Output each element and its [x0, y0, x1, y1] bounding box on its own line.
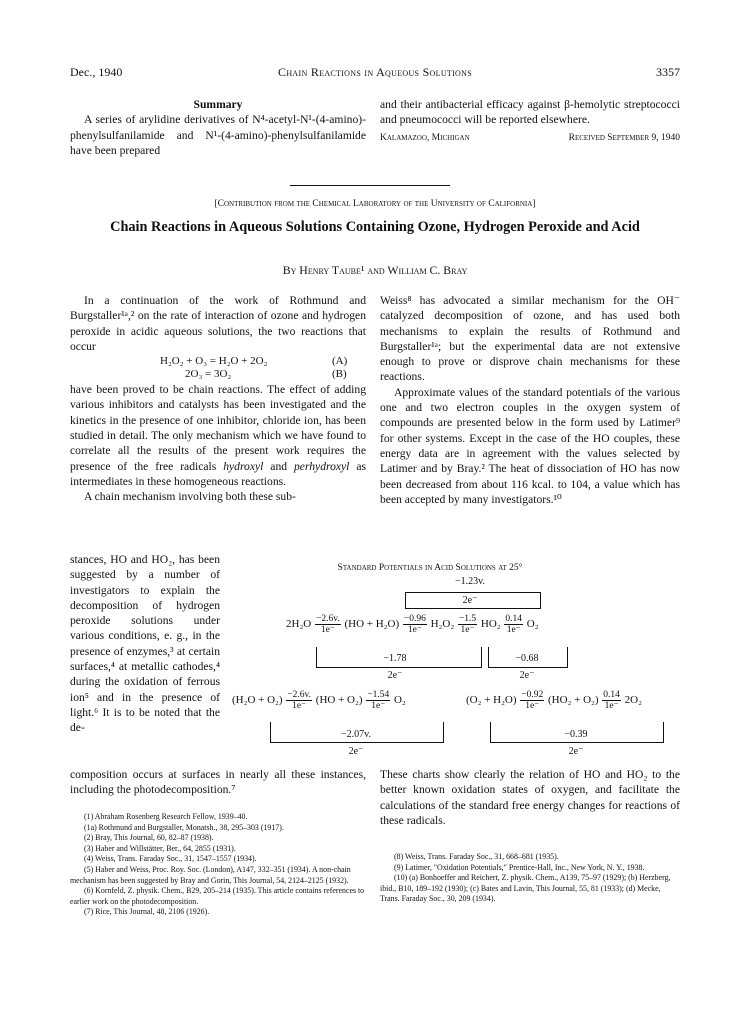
equation-b-label: (B)	[332, 368, 347, 381]
chart2-step-0-electrons: 1e⁻	[292, 701, 307, 711]
left-paragraph-2-end: as intermediates in these homogeneous reactions.	[70, 459, 366, 488]
chart2-species-2: O₂	[393, 694, 406, 707]
chart2-step-1-electrons: 1e⁻	[371, 701, 386, 711]
left-paragraph-2-and: and	[263, 459, 294, 473]
potentials-heading: Standard Potentials in Acid Solutions at 25°	[337, 563, 523, 573]
chart1-step-3-electrons: 1e⁻	[506, 625, 521, 635]
chart3-species-1: (HO₂ + O₂)	[548, 694, 599, 707]
section-divider	[290, 185, 450, 186]
chart2-bottom-electrons: 2e⁻	[348, 746, 364, 757]
chart2-step-0	[286, 690, 312, 711]
chart3-bottom-value: −0.39	[564, 729, 588, 740]
footnote-10: (10) (a) Bonhoeffer and Reichert, Z. physik. Chem., A139, 75–97 (1929); (b) Herzberg, ibid., B10, 189–192 (1930); (c) Bates and Lavin, This Journal, 55, 81 (1933); (d) Mecke, Trans. Faraday Soc., 30, 209 (1934).	[380, 873, 671, 904]
footnote-4: (4) Weiss, Trans. Faraday Soc., 31, 1547–1557 (1934).	[84, 854, 257, 864]
left-paragraph-3-first: A chain mechanism involving both these sub-	[84, 490, 296, 504]
contribution-line: [Contribution from the Chemical Laboratory of the University of California]	[214, 199, 536, 209]
chart1-bottom-right-electrons: 2e⁻	[519, 670, 535, 681]
chart2-step-1-value: −1.54	[367, 690, 390, 700]
chart3-step-1-electrons: 1e⁻	[604, 701, 619, 711]
equation-b: 2O₃ = 3O₂	[185, 368, 232, 381]
right-paragraph-2: Approximate values of the standard potentials of the various one and two electron couples in the oxygen system of compounds are presented below in the form used by Latimer⁹ for other systems. Except in the case of the HO couples, these energy data are in agreement with the values selected by Latimer and by Bray.² The heat of dissociation of HO has now been decreased from about 116 kcal. to 104, a value which has been accepted by many investigators.¹⁰	[380, 385, 680, 506]
chart1-step-3-value: 0.14	[505, 614, 523, 624]
chart1-top-bracket-line	[405, 608, 540, 609]
chart3-chain	[466, 690, 642, 711]
footnote-2: (2) Bray, This Journal, 60, 82–87 (1938).	[84, 833, 214, 843]
chart1-step-0-value: −2.6v.	[315, 614, 340, 624]
summary-heading: Summary	[193, 98, 243, 111]
chart3-bottom-electrons: 2e⁻	[568, 746, 584, 757]
chart1-species-2: H₂O₂	[430, 618, 455, 631]
footnote-1a: (1a) Rothmund and Burgstaller, Monatsh., 38, 295–303 (1917).	[84, 822, 284, 832]
chart1-step-2	[458, 614, 477, 635]
footnote-8: (8) Weiss, Trans. Faraday Soc., 31, 668–681 (1935).	[394, 852, 559, 861]
header-page-number: 3357	[656, 65, 680, 79]
chart1-bottom-left-value: −1.78	[383, 653, 407, 664]
summary-continuation: and their antibacterial efficacy against β-hemolytic streptococci and pneumococci will be reported elsewhere.	[380, 98, 680, 127]
chart2-step-0-value: −2.6v.	[287, 690, 312, 700]
left-paragraph-3-tail: composition occurs at surfaces in nearly all these instances, including the photodecomposition.⁷	[70, 768, 366, 797]
chart1-top-value: −1.23v.	[455, 576, 485, 587]
chart3-step-0-electrons: 1e⁻	[525, 701, 540, 711]
article-title: Chain Reactions in Aqueous Solutions Containing Ozone, Hydrogen Peroxide and Acid	[110, 219, 640, 235]
left-paragraph-2-text: have been proved to be chain reactions. The effect of adding various inhibitors and catalysts has been investigated and the kinetics in the presence of one inhibitor, chloride ion, has been studied in detail. The only mechanism which we have found to correlate all the results of the present work requires the presence of the free radicals	[70, 383, 366, 473]
chart2-bottom-value: −2.07v.	[341, 729, 371, 740]
chart1-step-3	[504, 614, 523, 635]
summary-received: Received September 9, 1940	[568, 132, 680, 143]
left-paragraph-2	[70, 382, 366, 489]
chart1-step-0-electrons: 1e⁻	[320, 625, 335, 635]
equation-a-label: (A)	[332, 355, 348, 368]
header-running-title: Chain Reactions in Aqueous Solutions	[278, 65, 472, 79]
footnote-6: (6) Kornfeld, Z. physik. Chem., B29, 205–214 (1935). This article contains references to earlier work on the photodecomposition.	[70, 886, 365, 906]
chart1-step-2-electrons: 1e⁻	[460, 625, 475, 635]
header-date: Dec., 1940	[70, 65, 123, 79]
chart1-top-electrons: 2e⁻	[462, 595, 478, 606]
running-header	[70, 65, 680, 83]
chart1-species-4: O₂	[526, 618, 539, 631]
chart3-species-2: 2O₂	[624, 694, 642, 707]
footnote-3: (3) Haber and Willstätter, Ber., 64, 2855 (1931).	[84, 843, 236, 853]
byline: By Henry Taube¹ and William C. Bray	[282, 263, 468, 277]
term-perhydroxyl: perhydroxyl	[294, 459, 350, 473]
chart1-species-0: 2H₂O	[286, 618, 312, 631]
chart3-step-0	[520, 690, 544, 711]
chart2-chain	[232, 690, 406, 711]
chart3-step-0-value: −0.92	[521, 690, 544, 700]
chart2-species-0: (H₂O + O₂)	[232, 694, 283, 707]
right-column	[380, 293, 680, 507]
chart1-step-1	[403, 614, 427, 635]
right-paragraph-3: These charts show clearly the relation of HO and HO₂ to the better known oxidation states of oxygen, and facilitate the calculations of the standard free energy changes for reactions of these radicals.	[380, 768, 680, 827]
chart3-step-1-value: 0.14	[603, 690, 620, 700]
chart1-bottom-left-electrons: 2e⁻	[387, 670, 403, 681]
chart2-step-1	[366, 690, 390, 711]
left-paragraph-1: In a continuation of the work of Rothmund and Burgstaller¹ᵃ,² on the rate of interaction of ozone and hydrogen peroxide in acidic aqueous solutions, the two reactions that occur	[70, 294, 366, 353]
left-column	[70, 293, 366, 505]
left-paragraph-3-narrow: stances, HO and HO₂, has been suggested by a number of investigators to explain the decomposition of hydrogen peroxide solutions under various conditions, e. g., in the presence of enzymes,³ at certain surfaces,⁴ at metallic cathodes,⁴ during the oxidation of ferrous ion⁵ and in the presence of light.⁶ It is to be noted that the de-	[70, 553, 220, 735]
right-paragraph-1: Weiss⁸ has advocated a similar mechanism for the OH⁻ catalyzed decomposition of ozone, and has used both mechanisms to explain the results of Rothmund and Burgstaller¹ᵃ; but the experimental data are not extensive enough to prove or disprove chain mechanisms for these reactions.	[380, 294, 680, 384]
chart1-chain	[286, 614, 539, 635]
footnotes-right	[380, 852, 680, 905]
term-hydroxyl: hydroxyl	[223, 459, 264, 473]
footnote-9: (9) Latimer, "Oxidation Potentials," Prentice-Hall, Inc., New York, N. Y., 1938.	[394, 862, 645, 872]
chart1-species-3: HO₂	[480, 618, 501, 631]
chart1-species-1: (HO + H₂O)	[344, 618, 400, 631]
equations	[70, 354, 366, 382]
footnote-1: (1) Abraham Rosenberg Research Fellow, 1939–40.	[84, 812, 248, 821]
chart1-step-1-electrons: 1e⁻	[407, 625, 422, 635]
summary-location: Kalamazoo, Michigan	[380, 132, 470, 143]
chart1-step-2-value: −1.5	[458, 614, 477, 624]
footnotes-left	[70, 812, 366, 918]
summary-right	[380, 97, 680, 146]
equation-a: H₂O₂ + O₃ = H₂O + 2O₂	[160, 355, 268, 368]
chart1-bottom-right-value: −0.68	[515, 653, 539, 664]
footnote-7: (7) Rice, This Journal, 48, 2106 (1926).	[84, 907, 210, 917]
chart1-step-1-value: −0.96	[403, 614, 426, 624]
chart3-species-0: (O₂ + H₂O)	[466, 694, 517, 707]
chart1-step-0	[315, 614, 341, 635]
footnote-5: (5) Haber and Weiss, Proc. Roy. Soc. (London), A147, 332–351 (1934). A non-chain mechanism has been suggested by Bray and Gorin, This Journal, 54, 2124–2125 (1932).	[70, 864, 351, 885]
summary-text: A series of arylidine derivatives of N⁴-acetyl-N¹-(4-amino)-phenylsulfanilamide and N¹-(4-amino)-phenylsulfanilamide have been prepared	[70, 113, 366, 157]
summary-left	[70, 97, 366, 158]
chart2-species-1: (HO + O₂)	[315, 694, 363, 707]
chart3-step-1	[602, 690, 621, 711]
